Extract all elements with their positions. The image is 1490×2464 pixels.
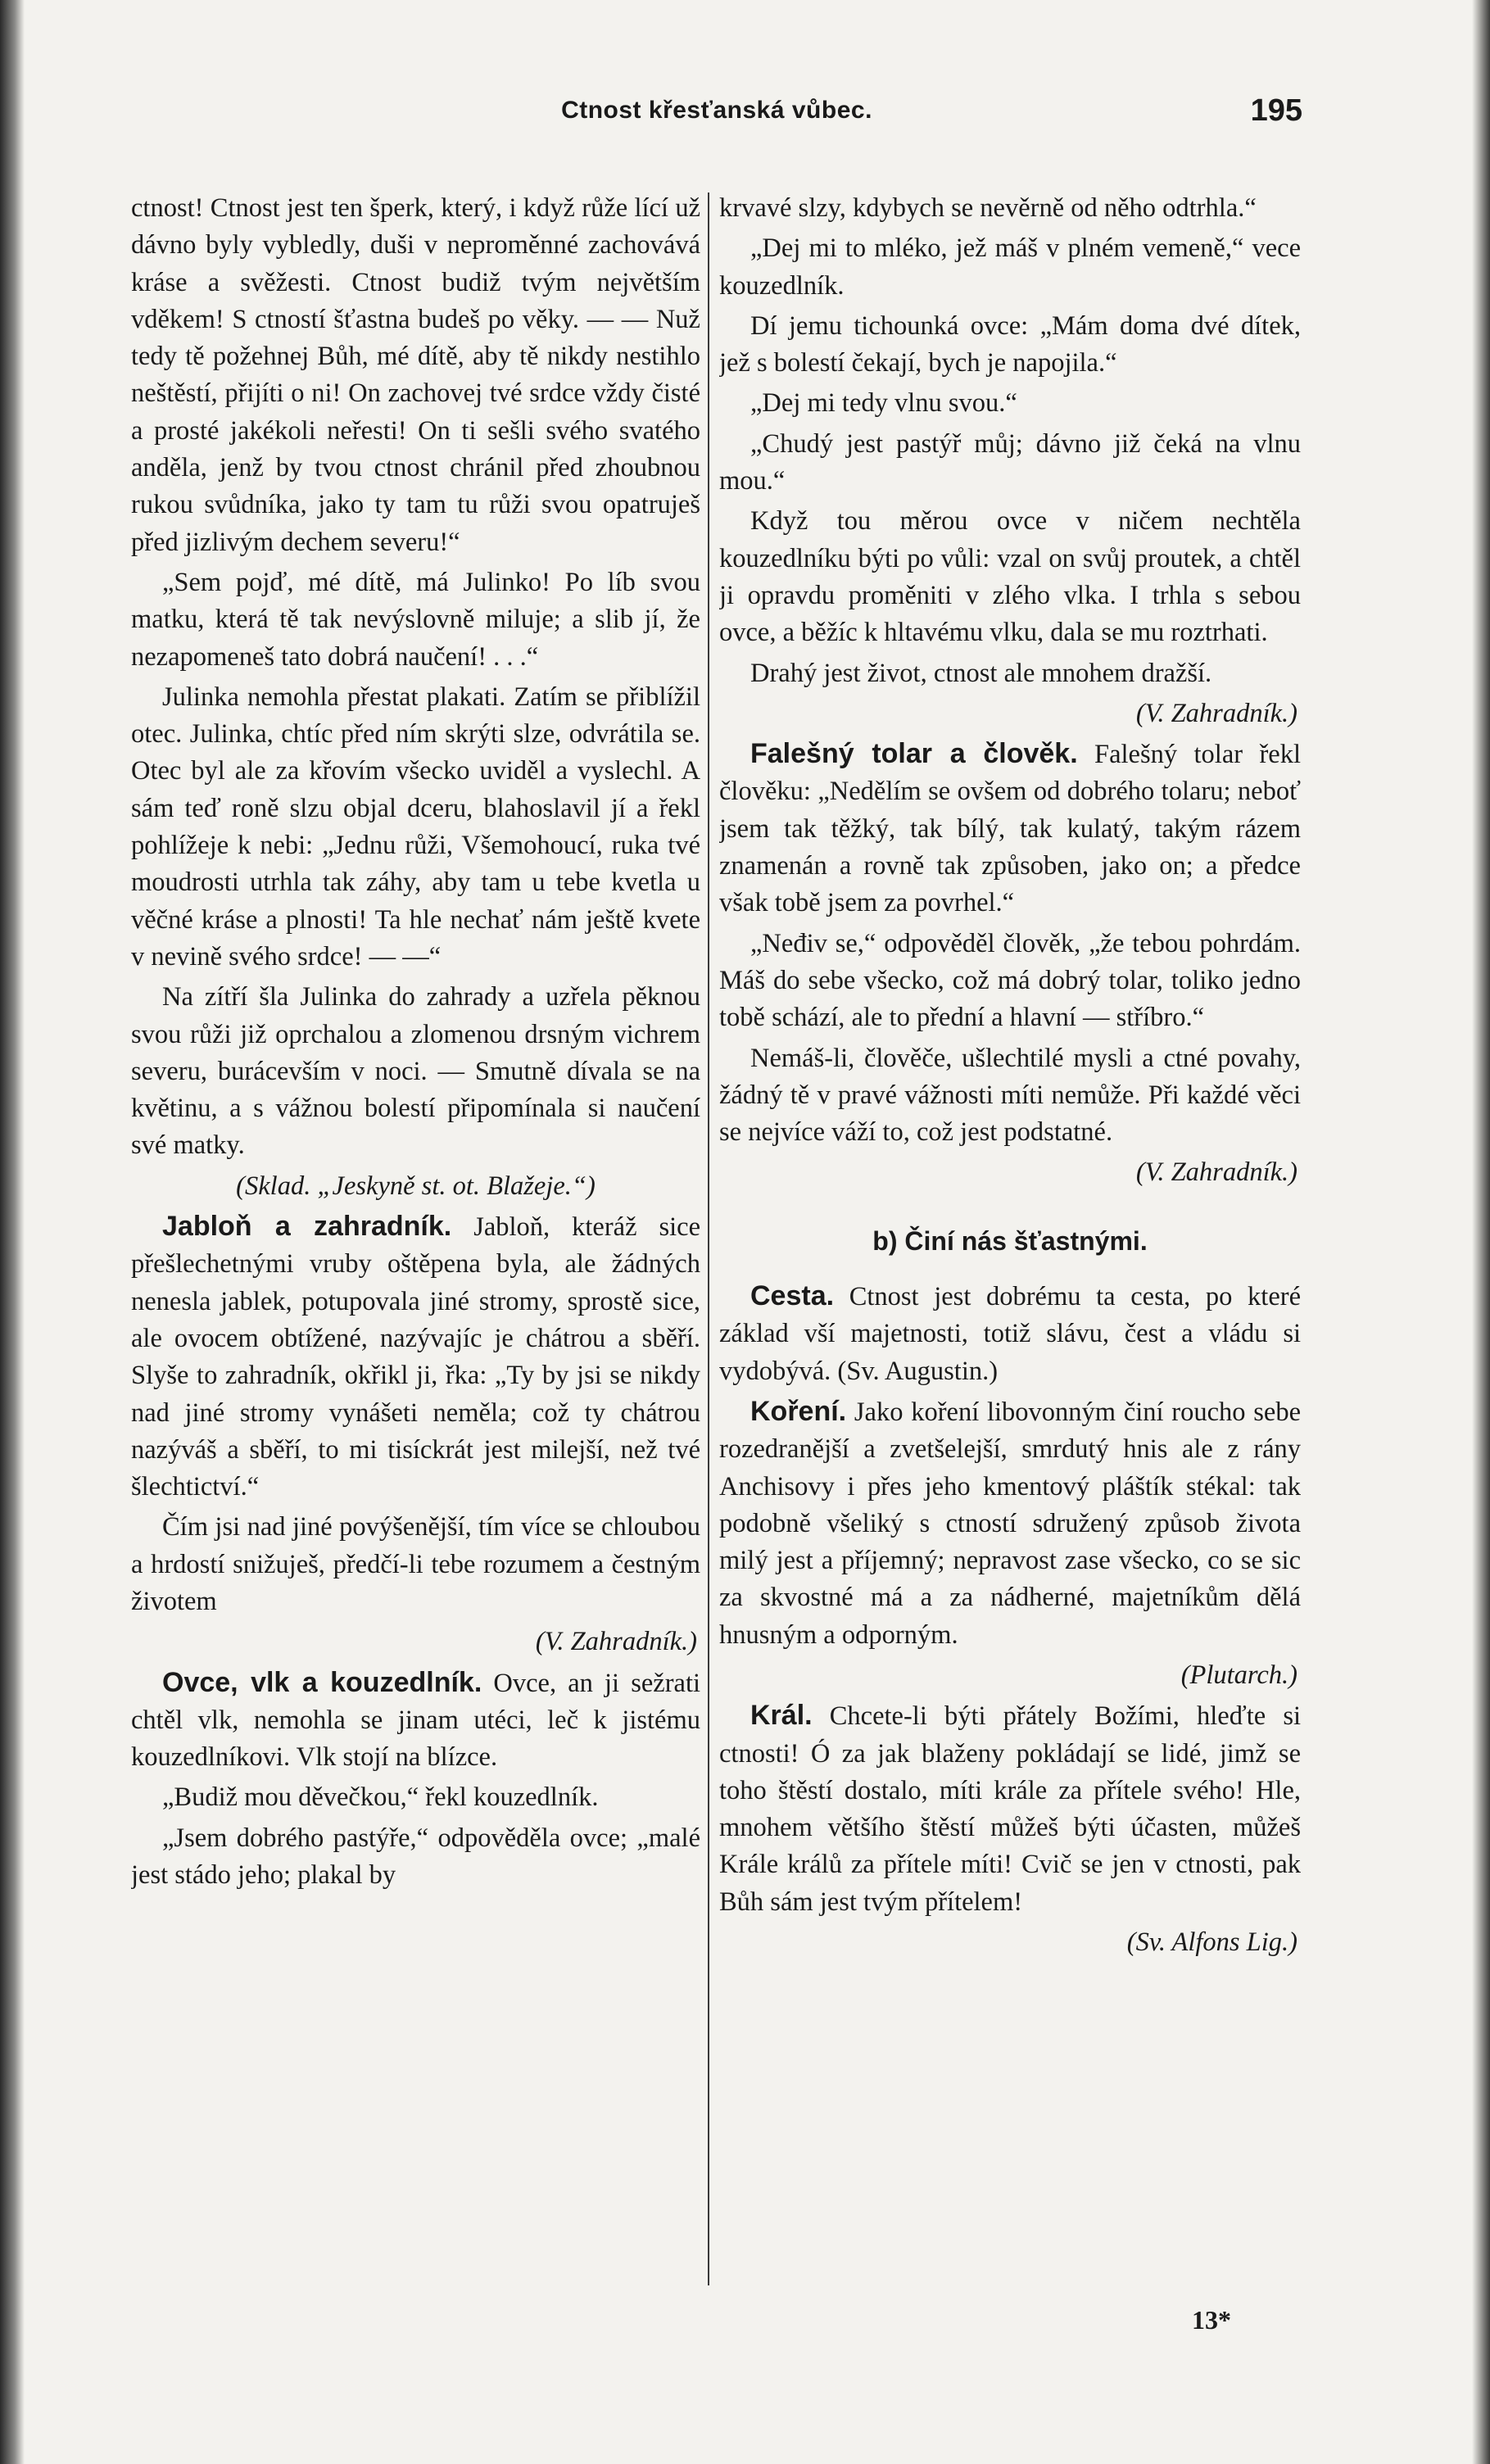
left-column xyxy=(131,190,700,2353)
fable-heading: Falešný tolar a člověk. xyxy=(750,738,1078,770)
running-title: Ctnost křesťanská vůbec. xyxy=(561,97,872,124)
entry-heading: Koření. xyxy=(750,1395,847,1427)
source-citation: (Plutarch.) xyxy=(1180,1660,1298,1690)
paragraph: „Budiž mou děvečkou,“ řekl kouzedlník. xyxy=(162,1782,599,1813)
fable-jablon xyxy=(131,1208,700,1506)
page-number: 195 xyxy=(1250,93,1302,128)
paragraph-text: Ovce, an ji sežrati chtěl vlk, nemohla se jinam utéci, leč k jistému kouzedlníkovi. Vlk stojí na blízce. xyxy=(131,1668,700,1773)
signature-mark: 13* xyxy=(1192,2305,1231,2335)
entry-heading: Král. xyxy=(750,1700,813,1732)
column-divider xyxy=(708,192,709,2285)
paragraph: „Jsem dobrého pastýře,“ odpověděla ovce; „malé jest stádo jeho; plakal by xyxy=(131,1823,700,1891)
paragraph: Když tou měrou ovce v ničem nechtěla kouzedlníku býti po vůli: vzal on svůj proutek, a chtěl ji opravdu proměniti v zlého vlka. I trhla s sebou ovce, a běžíc k hltavému vlku, dala se mu roztrhati. xyxy=(719,506,1301,648)
source-citation: (V. Zahradník.) xyxy=(535,1627,697,1657)
fable-heading: Jabloň a zahradník. xyxy=(162,1211,452,1243)
entry-heading: Cesta. xyxy=(750,1280,835,1312)
source-citation: (V. Zahradník.) xyxy=(1135,698,1298,728)
paragraph: „Dej mi tedy vlnu svou.“ xyxy=(750,388,1017,419)
paragraph: krvavé slzy, kdybych se nevěrně od něho odtrhla.“ xyxy=(719,193,1257,223)
paragraph: „Chudý jest pastýř můj; dávno již čeká na vlnu mou.“ xyxy=(719,428,1301,496)
paragraph-text: Jako koření libovonným činí roucho sebe rozedranější a zvetšelejší, smrdutý hnis ale z rány Anchisovy i přes jeho kmentový pláštík stékal: tak podobně všeliký s ctností sdružený způsob života milý jest a příjemný; nepravost zase všecko, co se sic za skvostné má a za nádherné, majetníkům dělá hnusným a odporným. xyxy=(719,1397,1301,1650)
paragraph: „Dej mi to mléko, jež máš v plném vemeně,“ vece kouzedlník. xyxy=(719,233,1301,301)
entry-cesta xyxy=(719,1278,1301,1390)
paragraph: Drahý jest život, ctnost ale mnohem dražší. xyxy=(750,658,1212,688)
right-column xyxy=(719,190,1301,2353)
source-citation: (Sklad. „Jeskyně st. ot. Blažeje.“) xyxy=(236,1171,596,1201)
paragraph-text: Chcete-li býti přátely Božími, hleďte si ctnosti! Ó za jak blaženy pokládají se lidé, jimž se toho štěstí dostalo, míti krále za přítele svého! Hle, mnohem většího štěstí můžeš býti účasten, můžeš Krále králů za přítele míti! Cvič se jen v ctnosti, pak Bůh sám jest tvým přítelem! xyxy=(719,1701,1301,1917)
paragraph: „Sem pojď, mé dítě, má Julinko! Po líb svou matku, která tě tak nevýslovně miluje; a slib jí, že nezapomeneš tato dobrá naučení! . . .“ xyxy=(131,567,700,672)
paragraph: ctnost! Ctnost jest ten šperk, který, i když růže lící už dávno byly vybledly, duši v neproměnné zachovává kráse a svěžesti. Ctnost budiž tvým největším vděkem! S ctností šťastna budeš po věky. — — Nuž tedy tě požehnej Bůh, mé dítě, aby tě nikdy nestihlo neštěstí, přijíti o ni! On zachovej tvé srdce vždy čisté a prosté jakékoli neřesti! On ti sešli svého svatého anděla, jenž by tvou ctnost chránil před zhoubnou rukou svůdníka, jako ty tam tu růži svou opatruješ před jizlivým dechem severu!“ xyxy=(131,193,700,557)
paragraph: Julinka nemohla přestat plakati. Zatím se přiblížil otec. Julinka, chtíc před ním skrýti slze, odvrátila se. Otec byl ale za křovím všecko uviděl a vyslechl. A sám teď roně slzu objal dceru, blahoslavil jí a řekl pohlížeje k nebi: „Jednu růži, Všemohoucí, ruka tvé moudrosti utrhla tak záhy, aby tam u tebe kvetla u věčné kráse a plnosti! Ta hle nechať nám ještě kvete v nevině svého srdce! — —“ xyxy=(131,682,700,972)
paragraph-text: Jabloň, kteráž sice přešlechetnými vruby oštěpena byla, ale žádných nenesla jablek, potupovala jiné stromy, sprostě sice, ale ovocem obtížené, nazývajíc je chátrou a sběří. Slyše to zahradník, okřikl ji, řka: „Ty by jsi se nikdy nad jiné stromy vynášeti neměla; což ty chátrou nazýváš a sběří, to mi tisíckrát jest milejší, než tvé šlechtictví.“ xyxy=(131,1212,700,1502)
source-citation: (Sv. Alfons Lig.) xyxy=(1126,1927,1298,1958)
paragraph: Dí jemu tichounká ovce: „Mám doma dvé dítek, jež s bolestí čekají, bych je napojila.“ xyxy=(719,310,1301,378)
fable-ovce xyxy=(131,1665,700,1777)
entry-koreni xyxy=(719,1393,1301,1654)
paragraph: Čím jsi nad jiné povýšenější, tím více se chloubou a hrdostí snižuješ, předčí-li tebe rozumem a čestným životem xyxy=(131,1512,700,1616)
paragraph: „Neđiv se,“ odpověděl člověk, „že tebou pohrdám. Máš do sebe všecko, což má dobrý tolar, toliko jedno tobě schází, ale to přední a hlavní — stříbro.“ xyxy=(719,928,1301,1033)
paragraph-text: Falešný tolar řekl člověku: „Nedělím se ovšem od dobrého tolaru; neboť jsem tak těžký, tak bílý, tak kulatý, takým rázem znamenán a rovně tak způsoben, jako on; a předce však tobě jsem za povrhel.“ xyxy=(719,740,1301,918)
paragraph: Na zítří šla Julinka do zahrady a uzřela pěknou svou růži již oprchalou a zlomenou drsným vichrem severu, burácevším v noci. — Smutně dívala se na květinu, a s vážnou bolestí připomínala si naučení své matky. xyxy=(131,982,700,1161)
paragraph: Nemáš-li, člověče, ušlechtilé mysli a ctné povahy, žádný tě v pravé vážnosti míti nemůže. Při každé věci se nejvíce váží to, což jest podstatné. xyxy=(719,1043,1301,1148)
fable-tolar xyxy=(719,736,1301,922)
page-header xyxy=(131,93,1302,146)
paragraph-text: Ctnost jest dobrému ta cesta, po které základ vší majetnosti, totiž slávu, čest a vládu si vydobývá. (Sv. Augustin.) xyxy=(719,1282,1301,1386)
entry-kral xyxy=(719,1697,1301,1921)
source-citation: (V. Zahradník.) xyxy=(1135,1157,1298,1188)
fable-heading: Ovce, vlk a kouzedlník. xyxy=(162,1666,482,1698)
section-title: b) Činí nás šťastnými. xyxy=(872,1225,1148,1256)
